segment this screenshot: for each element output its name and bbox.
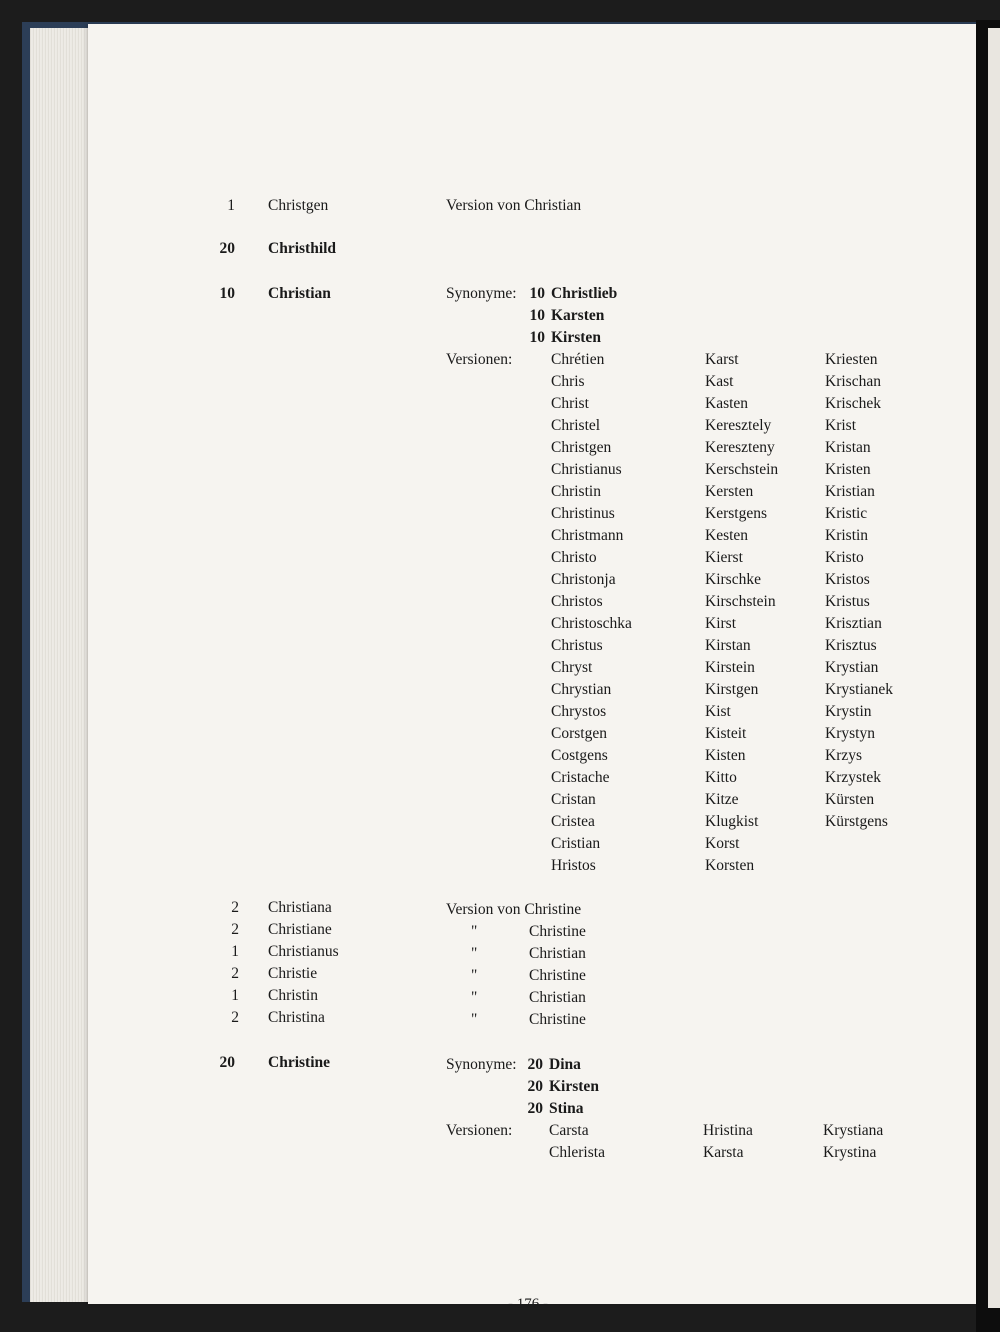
variant-number: 1 xyxy=(231,987,239,1004)
version-name: Kirschke xyxy=(705,571,761,588)
version-name: Corstgen xyxy=(551,725,607,742)
version-name: Kist xyxy=(705,703,731,720)
version-name: Krystian xyxy=(825,659,879,676)
version-name: Kirstgen xyxy=(705,681,759,698)
versionen-label: Versionen: xyxy=(446,1122,513,1139)
synonym-number: 10 xyxy=(529,307,545,324)
variant-info: Christine xyxy=(529,923,586,940)
synonym-number: 20 xyxy=(527,1078,543,1095)
version-name: Kersten xyxy=(705,483,754,500)
version-name: Hristos xyxy=(551,857,596,874)
version-name: Costgens xyxy=(551,747,608,764)
entry-name: Christgen xyxy=(268,197,329,214)
versionen-label: Versionen: xyxy=(446,351,513,368)
version-name: Kirstein xyxy=(705,659,755,676)
version-name: Kristan xyxy=(825,439,871,456)
version-name: Kristin xyxy=(825,527,869,544)
version-name: Kierst xyxy=(705,549,743,566)
variant-number: 2 xyxy=(231,965,239,982)
version-name: Krist xyxy=(825,417,856,434)
version-name: Kerschstein xyxy=(705,461,779,478)
version-name: Krisztian xyxy=(825,615,882,632)
version-name: Krystyn xyxy=(825,725,875,742)
version-name: Kürsten xyxy=(825,791,875,808)
synonym-number: 10 xyxy=(529,329,545,346)
version-name: Kristian xyxy=(825,483,875,500)
version-name: Kristus xyxy=(825,593,870,610)
version-name: Kitze xyxy=(705,791,739,808)
synonym-number: 20 xyxy=(527,1056,543,1073)
version-name: Christinus xyxy=(551,505,615,522)
version-name: Krzys xyxy=(825,747,863,764)
variant-info: Christine xyxy=(529,967,586,984)
variant-name: Christiana xyxy=(268,899,332,916)
variant-name: Christina xyxy=(268,1009,325,1026)
version-name: Krischek xyxy=(825,395,881,412)
entry-name: Christine xyxy=(268,1054,330,1071)
page-number: - 176 - xyxy=(508,1296,548,1312)
version-name: Kerstgens xyxy=(705,505,767,522)
version-name: Karsta xyxy=(703,1144,744,1161)
variant-info: Christian xyxy=(529,945,586,962)
version-name: Krisztus xyxy=(825,637,877,654)
synonym-number: 20 xyxy=(527,1100,543,1117)
entry-info: Version von Christian xyxy=(446,197,582,214)
variant-name: Christianus xyxy=(268,943,339,960)
version-name: Kitto xyxy=(705,769,737,786)
version-name: Christoschka xyxy=(551,615,632,632)
version-name: Karst xyxy=(705,351,739,368)
version-name: Christ xyxy=(551,395,589,412)
entry-number: 20 xyxy=(219,1054,235,1071)
entry-number: 1 xyxy=(227,197,235,214)
entry-number: 20 xyxy=(219,240,235,257)
version-name: Klugkist xyxy=(705,813,759,830)
version-name: Krystianek xyxy=(825,681,894,698)
synonym-name: Kirsten xyxy=(551,329,601,346)
synonym-number: 10 xyxy=(529,285,545,302)
synonyme-label: Synonyme: xyxy=(446,1056,517,1073)
version-name: Kristo xyxy=(825,549,864,566)
version-name: Christgen xyxy=(551,439,612,456)
entry-name: Christian xyxy=(268,285,331,302)
version-name: Chris xyxy=(551,373,585,390)
ditto-mark: " xyxy=(471,1011,478,1028)
version-name: Krystin xyxy=(825,703,872,720)
version-name: Krischan xyxy=(825,373,881,390)
version-name: Chrétien xyxy=(551,351,605,368)
synonyme-label: Synonyme: xyxy=(446,285,517,302)
version-name: Carsta xyxy=(549,1122,589,1139)
version-name: Kirschstein xyxy=(705,593,776,610)
version-name: Kriesten xyxy=(825,351,878,368)
version-name: Korst xyxy=(705,835,740,852)
variant-info: Christine xyxy=(529,1011,586,1028)
version-name: Keresztely xyxy=(705,417,772,434)
version-name: Kristic xyxy=(825,505,868,522)
version-name: Kürstgens xyxy=(825,813,888,830)
synonym-name: Dina xyxy=(549,1056,581,1073)
variant-name: Christin xyxy=(268,987,318,1004)
ditto-mark: " xyxy=(471,967,478,984)
variant-number: 2 xyxy=(231,899,239,916)
version-name: Christos xyxy=(551,593,603,610)
version-name: Christmann xyxy=(551,527,624,544)
version-name: Krzystek xyxy=(825,769,881,786)
version-name: Kirstan xyxy=(705,637,751,654)
variant-number: 2 xyxy=(231,1009,239,1026)
variant-number: 2 xyxy=(231,921,239,938)
version-name: Cristian xyxy=(551,835,601,852)
variant-info: Christian xyxy=(529,989,586,1006)
version-name: Kristen xyxy=(825,461,871,478)
version-name: Cristan xyxy=(551,791,596,808)
synonym-name: Kirsten xyxy=(549,1078,599,1095)
version-name: Krystiana xyxy=(823,1122,884,1139)
version-name: Kesten xyxy=(705,527,749,544)
version-name: Chrystian xyxy=(551,681,612,698)
ditto-mark: " xyxy=(471,945,478,962)
version-name: Chlerista xyxy=(549,1144,605,1161)
version-name: Cristache xyxy=(551,769,610,786)
version-name: Kirst xyxy=(705,615,736,632)
ditto-mark: " xyxy=(471,989,478,1006)
synonym-name: Christlieb xyxy=(551,285,618,302)
version-name: Christonja xyxy=(551,571,616,588)
version-name: Christo xyxy=(551,549,597,566)
ditto-mark: " xyxy=(471,923,478,940)
version-name: Christianus xyxy=(551,461,622,478)
version-name: Kristos xyxy=(825,571,870,588)
version-name: Christus xyxy=(551,637,603,654)
facing-page-edge xyxy=(988,28,1000,1308)
entry-number: 10 xyxy=(219,285,235,302)
synonym-name: Karsten xyxy=(551,307,605,324)
variant-number: 1 xyxy=(231,943,239,960)
entry-name: Christhild xyxy=(268,240,337,257)
version-name: Cristea xyxy=(551,813,595,830)
version-name: Kisteit xyxy=(705,725,747,742)
version-name: Kereszteny xyxy=(705,439,775,456)
version-name: Christin xyxy=(551,483,601,500)
version-name: Kast xyxy=(705,373,734,390)
version-name: Chrystos xyxy=(551,703,607,720)
version-name: Hristina xyxy=(703,1122,753,1139)
version-name: Chryst xyxy=(551,659,593,676)
variant-name: Christiane xyxy=(268,921,332,938)
variant-name: Christie xyxy=(268,965,318,982)
version-name: Kisten xyxy=(705,747,746,764)
version-name: Kasten xyxy=(705,395,749,412)
version-name: Christel xyxy=(551,417,601,434)
variant-info: Version von Christine xyxy=(446,901,582,918)
book-page xyxy=(88,24,976,1312)
synonym-name: Stina xyxy=(549,1100,584,1117)
version-name: Korsten xyxy=(705,857,755,874)
version-name: Krystina xyxy=(823,1144,877,1161)
